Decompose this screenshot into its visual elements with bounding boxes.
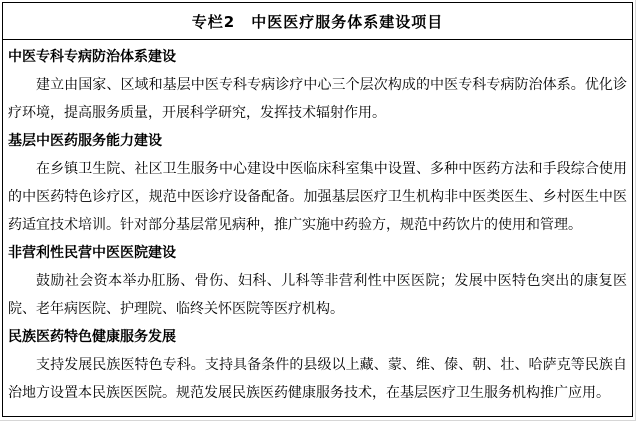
section-paragraph: 支持发展民族医特色专科。支持具备条件的县级以上藏、蒙、维、傣、朝、壮、哈萨克等民族自治地方设置本民族医医院。规范发展民族医药健康服务技术，在基层医疗卫生服务机构推广应用。 — [8, 357, 627, 401]
section-heading: 基层中医药服务能力建设 — [8, 133, 162, 149]
section-paragraph: 鼓励社会资本举办肛肠、骨伤、妇科、儿科等非营利性中医医院；发展中医特色突出的康复医院、老年病医院、护理院、临终关怀医院等医疗机构。 — [8, 273, 627, 317]
section-heading: 民族医药特色健康服务发展 — [8, 329, 176, 345]
column-box — [2, 2, 633, 417]
section-specialty-prevention — [8, 43, 627, 127]
section-heading: 中医专科专病防治体系建设 — [8, 49, 176, 65]
section-paragraph: 建立由国家、区域和基层中医专科专病诊疗中心三个层次构成的中医专科专病防治体系。优化诊疗环境，提高服务质量，开展科学研究，发挥技术辐射作用。 — [8, 77, 627, 121]
box-body — [3, 40, 632, 407]
section-nonprofit-private-hospitals — [8, 239, 627, 323]
box-title: 专栏2 中医医疗服务体系建设项目 — [3, 3, 632, 40]
section-ethnic-medicine — [8, 323, 627, 407]
section-grassroots-capacity — [8, 127, 627, 239]
section-heading: 非营利性民营中医医院建设 — [8, 245, 176, 261]
section-paragraph: 在乡镇卫生院、社区卫生服务中心建设中医临床科室集中设置、多种中医药方法和手段综合使用的中医药特色诊疗区，规范中医诊疗设备配备。加强基层医疗卫生机构非中医类医生、乡村医生中医药适宜技术培训。针对部分基层常见病种，推广实施中药验方，规范中药饮片的使用和管理。 — [8, 161, 627, 233]
